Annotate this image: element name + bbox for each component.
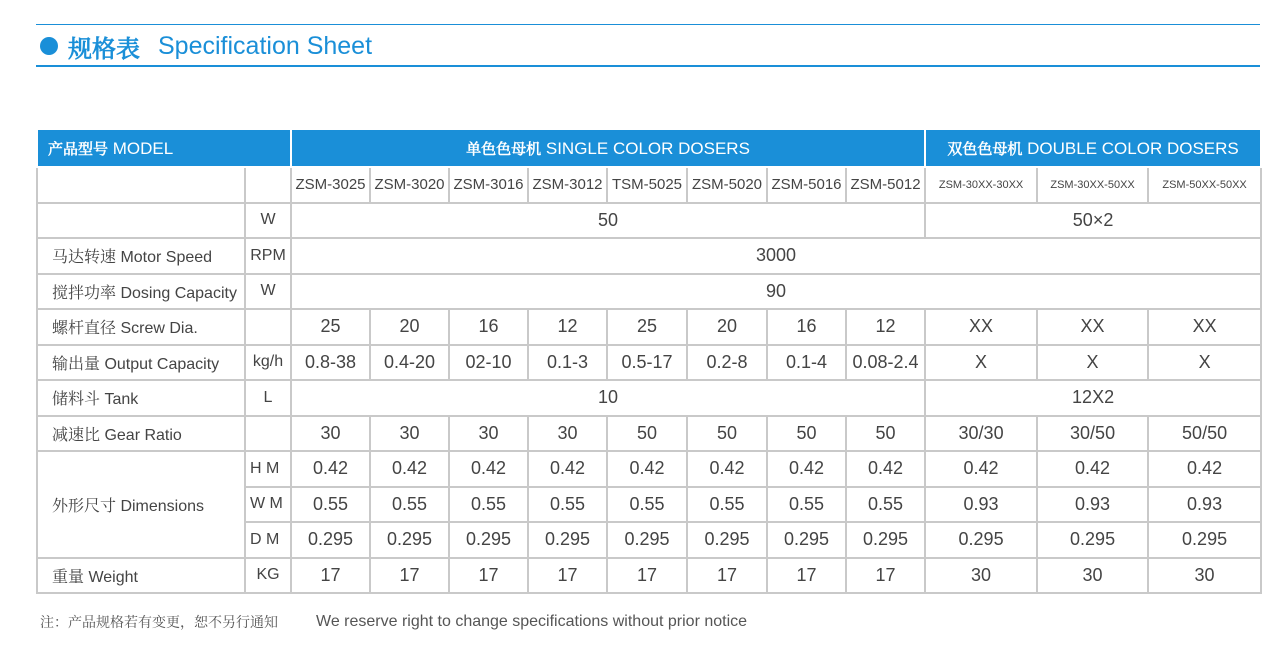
value-cell: 0.42 bbox=[767, 451, 846, 487]
value-cell: 17 bbox=[528, 558, 607, 594]
tank-row bbox=[37, 380, 1261, 416]
value-cell: 16 bbox=[449, 309, 528, 345]
value-cell: 50 bbox=[767, 416, 846, 452]
value-cell: 90 bbox=[291, 274, 1261, 310]
value-cell: 17 bbox=[846, 558, 925, 594]
row-label: 搅拌功率 Dosing Capacity bbox=[37, 274, 245, 310]
value-cell: 0.42 bbox=[449, 451, 528, 487]
row-label: 马达转速 Motor Speed bbox=[37, 238, 245, 274]
value-cell: 25 bbox=[291, 309, 370, 345]
value-cell: 0.93 bbox=[925, 487, 1037, 523]
value-cell: 0.295 bbox=[687, 522, 767, 558]
value-cell: 50 bbox=[846, 416, 925, 452]
value-cell: 0.295 bbox=[291, 522, 370, 558]
model-cell: ZSM-50XX-50XX bbox=[1148, 167, 1261, 203]
row-label: 储料斗 Tank bbox=[37, 380, 245, 416]
value-cell: 0.42 bbox=[925, 451, 1037, 487]
value-cell: 50 bbox=[687, 416, 767, 452]
models-row bbox=[37, 167, 1261, 203]
unit-cell: H M bbox=[245, 451, 291, 487]
value-cell: 30 bbox=[1148, 558, 1261, 594]
unit-cell: KG bbox=[245, 558, 291, 594]
value-cell: 17 bbox=[767, 558, 846, 594]
table-header-row bbox=[37, 129, 1261, 167]
unit-cell: W bbox=[245, 274, 291, 310]
model-cell: ZSM-5016 bbox=[767, 167, 846, 203]
value-cell: 0.8-38 bbox=[291, 345, 370, 381]
value-cell: XX bbox=[925, 309, 1037, 345]
output-capacity-row bbox=[37, 345, 1261, 381]
value-cell: 0.55 bbox=[846, 487, 925, 523]
value-cell: 16 bbox=[767, 309, 846, 345]
value-cell: 0.42 bbox=[687, 451, 767, 487]
value-cell: 0.295 bbox=[370, 522, 449, 558]
power-row bbox=[37, 203, 1261, 239]
row-label: 减速比 Gear Ratio bbox=[37, 416, 245, 452]
value-cell: 0.55 bbox=[767, 487, 846, 523]
model-cell: ZSM-5012 bbox=[846, 167, 925, 203]
value-cell: 50/50 bbox=[1148, 416, 1261, 452]
footnote bbox=[40, 611, 747, 633]
motor-speed-row bbox=[37, 238, 1261, 274]
value-cell: 0.55 bbox=[291, 487, 370, 523]
value-cell: 30/50 bbox=[1037, 416, 1148, 452]
value-cell: 0.55 bbox=[370, 487, 449, 523]
dosing-capacity-row bbox=[37, 274, 1261, 310]
value-cell: 0.42 bbox=[1148, 451, 1261, 487]
unit-cell: L bbox=[245, 380, 291, 416]
value-cell: 0.295 bbox=[925, 522, 1037, 558]
model-header: 产品型号 MODEL bbox=[37, 129, 291, 167]
header-bottom-rule bbox=[36, 65, 1260, 67]
unit-cell: kg/h bbox=[245, 345, 291, 381]
value-cell: 50 bbox=[291, 203, 925, 239]
value-cell: 12 bbox=[846, 309, 925, 345]
value-cell: 17 bbox=[449, 558, 528, 594]
screw-dia-row bbox=[37, 309, 1261, 345]
value-cell: 30 bbox=[291, 416, 370, 452]
dimension-h-row bbox=[37, 451, 1261, 487]
value-cell: X bbox=[1148, 345, 1261, 381]
value-cell: 0.295 bbox=[767, 522, 846, 558]
value-cell: 0.295 bbox=[1148, 522, 1261, 558]
value-cell: 12X2 bbox=[925, 380, 1261, 416]
model-cell: ZSM-3020 bbox=[370, 167, 449, 203]
row-label: 输出量 Output Capacity bbox=[37, 345, 245, 381]
value-cell: 0.42 bbox=[846, 451, 925, 487]
single-dosers-header: 单色色母机 SINGLE COLOR DOSERS bbox=[291, 129, 925, 167]
value-cell: 0.4-20 bbox=[370, 345, 449, 381]
value-cell: X bbox=[1037, 345, 1148, 381]
value-cell: 0.5-17 bbox=[607, 345, 687, 381]
value-cell: 02-10 bbox=[449, 345, 528, 381]
empty-cell bbox=[245, 167, 291, 203]
value-cell: 0.42 bbox=[370, 451, 449, 487]
value-cell: 50 bbox=[607, 416, 687, 452]
empty-cell bbox=[37, 167, 245, 203]
value-cell: 17 bbox=[687, 558, 767, 594]
value-cell: 30 bbox=[370, 416, 449, 452]
value-cell: 50×2 bbox=[925, 203, 1261, 239]
unit-cell: W M bbox=[245, 487, 291, 523]
value-cell: X bbox=[925, 345, 1037, 381]
row-label: 螺杆直径 Screw Dia. bbox=[37, 309, 245, 345]
value-cell: 30 bbox=[925, 558, 1037, 594]
value-cell: 17 bbox=[607, 558, 687, 594]
double-dosers-header: 双色色母机 DOUBLE COLOR DOSERS bbox=[925, 129, 1261, 167]
weight-row bbox=[37, 558, 1261, 594]
value-cell: 0.55 bbox=[528, 487, 607, 523]
value-cell: XX bbox=[1037, 309, 1148, 345]
value-cell: 30 bbox=[449, 416, 528, 452]
value-cell: 17 bbox=[291, 558, 370, 594]
model-cell: ZSM-5020 bbox=[687, 167, 767, 203]
unit-cell: W bbox=[245, 203, 291, 239]
value-cell: 0.08-2.4 bbox=[846, 345, 925, 381]
page-title-cn: 规格表 bbox=[68, 35, 140, 63]
value-cell: 0.295 bbox=[449, 522, 528, 558]
empty-cell bbox=[245, 416, 291, 452]
page-header bbox=[40, 28, 372, 64]
unit-cell: D M bbox=[245, 522, 291, 558]
footnote-cn: 注：产品规格若有变更，恕不另行通知 bbox=[40, 614, 278, 630]
value-cell: 10 bbox=[291, 380, 925, 416]
model-cell: ZSM-3012 bbox=[528, 167, 607, 203]
value-cell: 0.295 bbox=[846, 522, 925, 558]
page-title-en: Specification Sheet bbox=[158, 31, 373, 60]
value-cell: 0.55 bbox=[607, 487, 687, 523]
bullet-dot-icon bbox=[40, 37, 58, 55]
value-cell: 0.93 bbox=[1148, 487, 1261, 523]
value-cell: 0.1-4 bbox=[767, 345, 846, 381]
model-cell: TSM-5025 bbox=[607, 167, 687, 203]
spec-table bbox=[36, 128, 1262, 594]
model-cell: ZSM-3025 bbox=[291, 167, 370, 203]
value-cell: 0.42 bbox=[1037, 451, 1148, 487]
header-top-rule bbox=[36, 24, 1260, 25]
value-cell: 0.42 bbox=[291, 451, 370, 487]
value-cell: 0.1-3 bbox=[528, 345, 607, 381]
value-cell: 25 bbox=[607, 309, 687, 345]
value-cell: 0.295 bbox=[607, 522, 687, 558]
value-cell: XX bbox=[1148, 309, 1261, 345]
unit-cell: RPM bbox=[245, 238, 291, 274]
value-cell: 0.295 bbox=[528, 522, 607, 558]
value-cell: 30/30 bbox=[925, 416, 1037, 452]
value-cell: 0.42 bbox=[607, 451, 687, 487]
value-cell: 0.295 bbox=[1037, 522, 1148, 558]
empty-cell bbox=[37, 203, 245, 239]
value-cell: 30 bbox=[528, 416, 607, 452]
model-cell: ZSM-30XX-50XX bbox=[1037, 167, 1148, 203]
model-cell: ZSM-3016 bbox=[449, 167, 528, 203]
model-cell: ZSM-30XX-30XX bbox=[925, 167, 1037, 203]
value-cell: 17 bbox=[370, 558, 449, 594]
row-label: 外形尺寸 Dimensions bbox=[37, 451, 245, 558]
gear-ratio-row bbox=[37, 416, 1261, 452]
footnote-en: We reserve right to change specifications without prior notice bbox=[316, 613, 748, 630]
value-cell: 20 bbox=[687, 309, 767, 345]
value-cell: 0.42 bbox=[528, 451, 607, 487]
value-cell: 20 bbox=[370, 309, 449, 345]
value-cell: 0.2-8 bbox=[687, 345, 767, 381]
value-cell: 30 bbox=[1037, 558, 1148, 594]
value-cell: 0.55 bbox=[687, 487, 767, 523]
value-cell: 3000 bbox=[291, 238, 1261, 274]
value-cell: 12 bbox=[528, 309, 607, 345]
row-label: 重量 Weight bbox=[37, 558, 245, 594]
value-cell: 0.55 bbox=[449, 487, 528, 523]
empty-cell bbox=[245, 309, 291, 345]
value-cell: 0.93 bbox=[1037, 487, 1148, 523]
